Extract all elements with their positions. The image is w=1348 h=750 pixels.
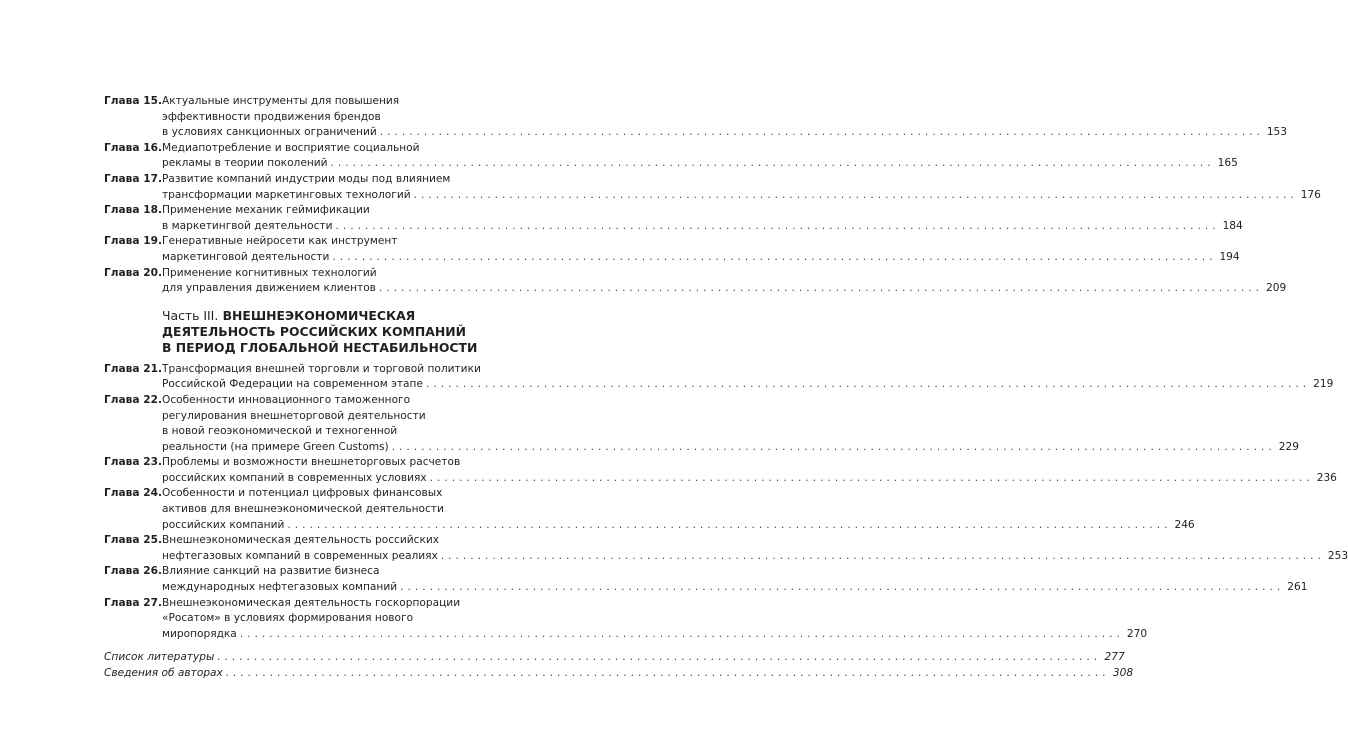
chapter-group-part-2 bbox=[104, 94, 1321, 297]
chapter-title-line: Медиапотребление и восприятие социальной bbox=[162, 141, 420, 154]
dot-leader: ........................................................................................................................ bbox=[413, 188, 1298, 201]
chapter-title-line: Трансформация внешней торговли и торговой политики bbox=[162, 362, 481, 375]
dot-leader: ........................................................................................................................ bbox=[391, 440, 1276, 453]
table-of-contents bbox=[104, 94, 1348, 682]
back-matter bbox=[104, 650, 1134, 681]
chapter-title-line: Влияние санкций на развитие бизнеса bbox=[162, 565, 380, 578]
chapter-title-line: в новой геоэкономической и техногенной bbox=[162, 425, 398, 438]
chapter-title-line: для управления движением клиентов bbox=[162, 282, 376, 295]
chapter-title-last-line bbox=[162, 188, 1321, 204]
part-number: Часть III. bbox=[162, 307, 219, 323]
dot-leader: ........................................................................................................................ bbox=[335, 219, 1220, 232]
page-number: 229 bbox=[1278, 440, 1299, 453]
chapter-title-line: рекламы в теории поколений bbox=[162, 157, 328, 170]
page-number: 270 bbox=[1126, 627, 1148, 640]
page-number: 261 bbox=[1287, 581, 1308, 594]
chapter-title-last-line bbox=[162, 281, 1286, 297]
toc-entry[interactable] bbox=[104, 564, 1308, 595]
dot-leader: ........................................................................................................................ bbox=[440, 549, 1325, 562]
chapter-title-line: международных нефтегазовых компаний bbox=[162, 581, 398, 594]
dot-leader: ........................................................................................................................ bbox=[400, 581, 1285, 594]
toc-entry[interactable] bbox=[104, 650, 1125, 666]
dot-leader: ........................................................................................................................ bbox=[287, 518, 1172, 531]
dot-leader: ........................................................................................................................ bbox=[429, 471, 1314, 484]
chapter-label: Глава 18. bbox=[104, 204, 162, 217]
chapter-title bbox=[162, 172, 1321, 203]
chapter-title bbox=[162, 362, 1333, 393]
chapter-title-line: российских компаний bbox=[162, 518, 285, 531]
chapter-title-last-line bbox=[162, 471, 1337, 487]
chapter-title-line: Российской Федерации на современном этапе bbox=[162, 378, 423, 391]
chapter-label: Глава 27. bbox=[104, 596, 162, 609]
chapter-title-line: «Росатом» в условиях формирования нового bbox=[162, 612, 414, 625]
chapter-title-line: Актуальные инструменты для повышения bbox=[162, 95, 400, 107]
chapter-title-line: нефтегазовых компаний в современных реалиях bbox=[162, 549, 438, 562]
chapter-title-last-line bbox=[162, 549, 1348, 565]
part-title-line-3: В ПЕРИОД ГЛОБАЛЬНОЙ НЕСТАБИЛЬНОСТИ bbox=[162, 339, 478, 355]
dot-leader: ........................................................................................................................ bbox=[330, 157, 1215, 170]
chapter-title-last-line bbox=[162, 377, 1333, 393]
chapter-title-last-line bbox=[162, 125, 1287, 141]
chapter-label: Глава 23. bbox=[104, 456, 162, 469]
chapter-title-line: Развитие компаний индустрии моды под влиянием bbox=[162, 172, 451, 185]
dot-leader: ........................................................................................................................ bbox=[225, 667, 1110, 679]
page-number: 277 bbox=[1104, 651, 1125, 664]
chapter-title-line: реальности (на примере Green Customs) bbox=[162, 440, 389, 453]
toc-entry[interactable] bbox=[104, 455, 1337, 486]
chapter-group-part-3 bbox=[104, 362, 1348, 643]
chapter-title bbox=[162, 533, 1348, 564]
chapter-title-line: Применение когнитивных технологий bbox=[162, 266, 377, 279]
chapter-title-last-line bbox=[162, 580, 1307, 596]
chapter-title-line: в условиях санкционных ограничений bbox=[162, 126, 377, 139]
dot-leader: ........................................................................................................................ bbox=[379, 126, 1264, 139]
page-number: 246 bbox=[1174, 518, 1195, 531]
page-number: 219 bbox=[1313, 378, 1334, 391]
part-heading-line-1 bbox=[162, 308, 486, 324]
chapter-title-line: эффективности продвижения брендов bbox=[162, 110, 381, 123]
chapter-label: Глава 25. bbox=[104, 534, 162, 547]
page-number: 184 bbox=[1222, 219, 1243, 232]
chapter-title-line: миропорядка bbox=[162, 627, 237, 640]
chapter-title bbox=[162, 455, 1337, 486]
chapter-title-line: регулирования внешнеторговой деятельности bbox=[162, 409, 426, 422]
chapter-label: Глава 21. bbox=[104, 362, 162, 375]
chapter-title-last-line bbox=[162, 440, 1299, 456]
chapter-title-line: Применение механик геймификации bbox=[162, 204, 370, 217]
dot-leader: ........................................................................................................................ bbox=[426, 378, 1311, 391]
dot-leader: ........................................................................................................................ bbox=[239, 627, 1124, 640]
back-matter-line bbox=[104, 666, 1134, 682]
toc-entry[interactable] bbox=[104, 362, 1334, 393]
chapter-title-line: Особенности и потенциал цифровых финансовых bbox=[162, 487, 443, 500]
dot-leader: ........................................................................................................................ bbox=[217, 651, 1102, 664]
page-number: 165 bbox=[1217, 157, 1238, 170]
chapter-title bbox=[162, 234, 1239, 265]
chapter-label: Глава 22. bbox=[104, 393, 162, 406]
page-number: 253 bbox=[1327, 549, 1348, 562]
chapter-title-line: трансформации маркетинговых технологий bbox=[162, 188, 411, 201]
toc-entry[interactable] bbox=[104, 203, 1243, 234]
chapter-title-line: Генеративные нейросети как инструмент bbox=[162, 235, 398, 248]
chapter-title bbox=[162, 393, 1299, 455]
chapter-title-line: Внешнеэкономическая деятельность госкорпорации bbox=[162, 596, 461, 609]
page-number: 308 bbox=[1112, 667, 1134, 679]
chapter-title-line: в маркетингвой деятельности bbox=[162, 219, 333, 232]
chapter-title bbox=[162, 141, 1238, 172]
chapter-title-last-line bbox=[162, 518, 1194, 534]
dot-leader: ........................................................................................................................ bbox=[378, 282, 1264, 295]
chapter-title bbox=[162, 203, 1243, 234]
toc-entry[interactable] bbox=[104, 533, 1348, 564]
chapter-title-last-line bbox=[162, 156, 1238, 172]
toc-entry[interactable] bbox=[104, 486, 1195, 533]
chapter-label: Глава 15. bbox=[104, 95, 162, 107]
chapter-title-last-line bbox=[162, 250, 1239, 266]
toc-entry[interactable] bbox=[104, 666, 1134, 682]
part-heading bbox=[162, 308, 486, 356]
page-number: 236 bbox=[1316, 471, 1337, 484]
chapter-label: Глава 16. bbox=[104, 141, 162, 154]
toc-entry[interactable] bbox=[104, 393, 1299, 455]
dot-leader: ........................................................................................................................ bbox=[332, 250, 1217, 263]
page-number: 176 bbox=[1300, 188, 1321, 201]
chapter-label: Глава 17. bbox=[104, 172, 162, 185]
chapter-title-line: Внешнеэкономическая деятельность российских bbox=[162, 534, 439, 547]
chapter-title-line: маркетинговой деятельности bbox=[162, 250, 330, 263]
chapter-title bbox=[162, 564, 1307, 595]
chapter-title-line: Особенности инновационного таможенного bbox=[162, 393, 411, 406]
chapter-title-line: российских компаний в современных условиях bbox=[162, 471, 427, 484]
toc-entry[interactable] bbox=[104, 596, 1148, 643]
chapter-title-last-line bbox=[162, 219, 1243, 235]
toc-entry[interactable] bbox=[104, 141, 1238, 172]
chapter-label: Глава 19. bbox=[104, 235, 162, 248]
toc-entry[interactable] bbox=[104, 172, 1321, 203]
chapter-title bbox=[162, 94, 1287, 141]
toc-entry[interactable] bbox=[104, 94, 1288, 141]
chapter-label: Глава 26. bbox=[104, 565, 162, 578]
chapter-title bbox=[162, 486, 1194, 533]
chapter-label: Глава 20. bbox=[104, 266, 162, 279]
chapter-title bbox=[162, 266, 1286, 297]
chapter-label: Глава 24. bbox=[104, 487, 162, 500]
chapter-title-line: активов для внешнеэкономической деятельности bbox=[162, 503, 444, 516]
chapter-title-line: Проблемы и возможности внешнеторговых расчетов bbox=[162, 456, 461, 469]
back-matter-line bbox=[104, 650, 1125, 666]
chapter-title bbox=[162, 596, 1147, 643]
back-matter-title: Сведения об авторах bbox=[104, 667, 223, 679]
back-matter-title: Список литературы bbox=[104, 651, 215, 664]
page-number: 153 bbox=[1266, 126, 1288, 139]
chapter-title-last-line bbox=[162, 627, 1147, 643]
toc-entry[interactable] bbox=[104, 234, 1240, 265]
toc-entry[interactable] bbox=[104, 266, 1287, 297]
page-number: 209 bbox=[1266, 282, 1287, 295]
part-title-line-2: ДЕЯТЕЛЬНОСТЬ РОССИЙСКИХ КОМПАНИЙ bbox=[162, 323, 466, 339]
part-title-line-1: ВНЕШНЕЭКОНОМИЧЕСКАЯ bbox=[222, 307, 416, 323]
page-number: 194 bbox=[1219, 250, 1240, 263]
